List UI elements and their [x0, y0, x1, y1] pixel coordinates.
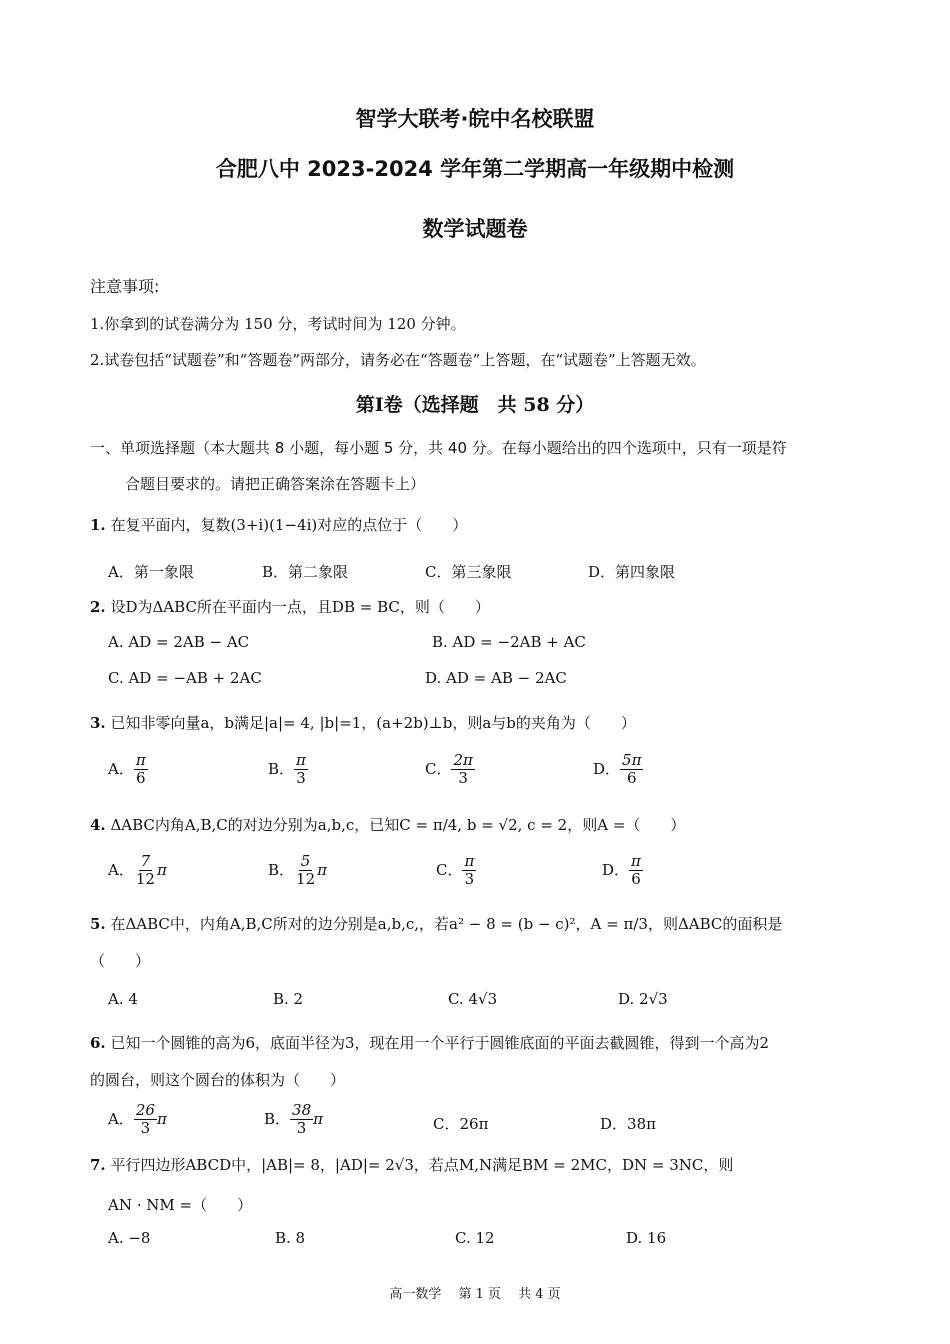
part1-instructions-line2: 合题目要求的。请把正确答案涂在答题卡上）	[125, 475, 426, 493]
question-2-stem: 2. 设D为ΔABC所在平面内一点，且DB = BC，则（ ）	[90, 598, 490, 616]
q4-option-c: C． $\frac{\pi}{3}$	[436, 852, 475, 889]
notice-item-2: 2.试卷包括“试题卷”和“答题卷”两部分，请务必在“答题卷”上答题，在“试题卷”上答题无效。	[90, 351, 706, 369]
q4-option-a: A． $\frac{7}{12}$ π	[108, 852, 167, 889]
q7-option-d: D. 16	[626, 1229, 667, 1247]
q7-option-b: B. 8	[275, 1229, 306, 1247]
question-7-stem: 7. 平行四边形ABCD中，|AB|= 8，|AD|= 2√3，若点M,N满足BM = 2MC，DN = 3NC，则	[90, 1156, 734, 1174]
q4-option-d: D． $\frac{\pi}{6}$	[602, 852, 641, 889]
q5-option-a: A. 4	[108, 990, 138, 1008]
q2-option-b: B. AD = −2AB + AC	[432, 633, 586, 651]
exam-header-line3: 数学试题卷	[422, 217, 528, 241]
question-6-stem: 6. 已知一个圆锥的高为6，底面半径为3，现在用一个平行于圆锥底面的平面去截圆锥，得到一个高为2	[90, 1034, 770, 1052]
q6-option-a: A． $\frac{26}{3}$ π	[108, 1101, 167, 1138]
q3-option-a: A． $\frac{\pi}{6}$	[108, 751, 146, 788]
question-4-stem: 4. ΔABC内角A,B,C的对边分别为a,b,c，已知C = π/4, b = √2, c = 2，则A =（ ）	[90, 816, 686, 834]
q3-option-c: C． $\frac{2\pi}{3}$	[425, 751, 473, 788]
q7-option-a: A. −8	[108, 1229, 151, 1247]
q6-option-b: B． $\frac{38}{3}$ π	[264, 1101, 323, 1138]
page-footer: 高一数学 第 1 页 共 4 页	[389, 1287, 561, 1302]
question-6-stem-cont: 的圆台，则这个圆台的体积为（ ）	[90, 1071, 346, 1089]
q1-option-b: B．第二象限	[262, 563, 349, 581]
question-7-stem-cont: AN · NM =（ ）	[108, 1196, 253, 1214]
q5-option-b: B. 2	[273, 990, 304, 1008]
question-1-stem: 1. 在复平面内，复数(3+i)(1−4i)对应的点位于（ ）	[90, 516, 468, 534]
q4-option-b: B． $\frac{5}{12}$ π	[268, 852, 327, 889]
q3-option-b: B． $\frac{\pi}{3}$	[268, 751, 306, 788]
question-3-stem: 3. 已知非零向量a，b满足|a|= 4, |b|=1，(a+2b)⊥b，则a与b的夹角为（ ）	[90, 714, 636, 732]
q2-option-c: C. AD = −AB + 2AC	[108, 669, 262, 687]
exam-header-line2: 合肥八中 2023-2024 学年第二学期高一年级期中检测	[215, 157, 735, 181]
question-5-stem: 5. 在ΔABC中，内角A,B,C所对的边分别是a,b,c,，若a² − 8 = (b − c)²，A = π/3，则ΔABC的面积是	[90, 915, 783, 933]
notice-title: 注意事项:	[90, 277, 160, 296]
q3-option-d: D． $\frac{5\pi}{6}$	[593, 751, 642, 788]
section-title: 第Ⅰ卷（选择题 共 58 分）	[355, 394, 595, 416]
q7-option-c: C. 12	[455, 1229, 495, 1247]
q2-option-d: D. AD = AB − 2AC	[425, 669, 567, 687]
notice-item-1: 1.你拿到的试卷满分为 150 分，考试时间为 120 分钟。	[90, 315, 466, 333]
q2-option-a: A. AD = 2AB − AC	[108, 633, 250, 651]
q5-option-d: D. 2√3	[618, 990, 668, 1008]
part1-instructions-line1: 一、单项选择题（本大题共 8 小题，每小题 5 分，共 40 分。在每小题给出的四个选项中，只有一项是符	[90, 439, 787, 457]
q1-option-a: A．第一象限	[108, 563, 194, 581]
q6-option-c: C．26π	[433, 1115, 489, 1133]
exam-header-line1: 智学大联考·皖中名校联盟	[355, 107, 595, 131]
q1-option-d: D．第四象限	[588, 563, 676, 581]
q5-option-c: C. 4√3	[448, 990, 498, 1008]
question-5-stem-cont: （ ）	[90, 952, 151, 970]
q6-option-d: D．38π	[600, 1115, 656, 1133]
q1-option-c: C．第三象限	[425, 563, 512, 581]
